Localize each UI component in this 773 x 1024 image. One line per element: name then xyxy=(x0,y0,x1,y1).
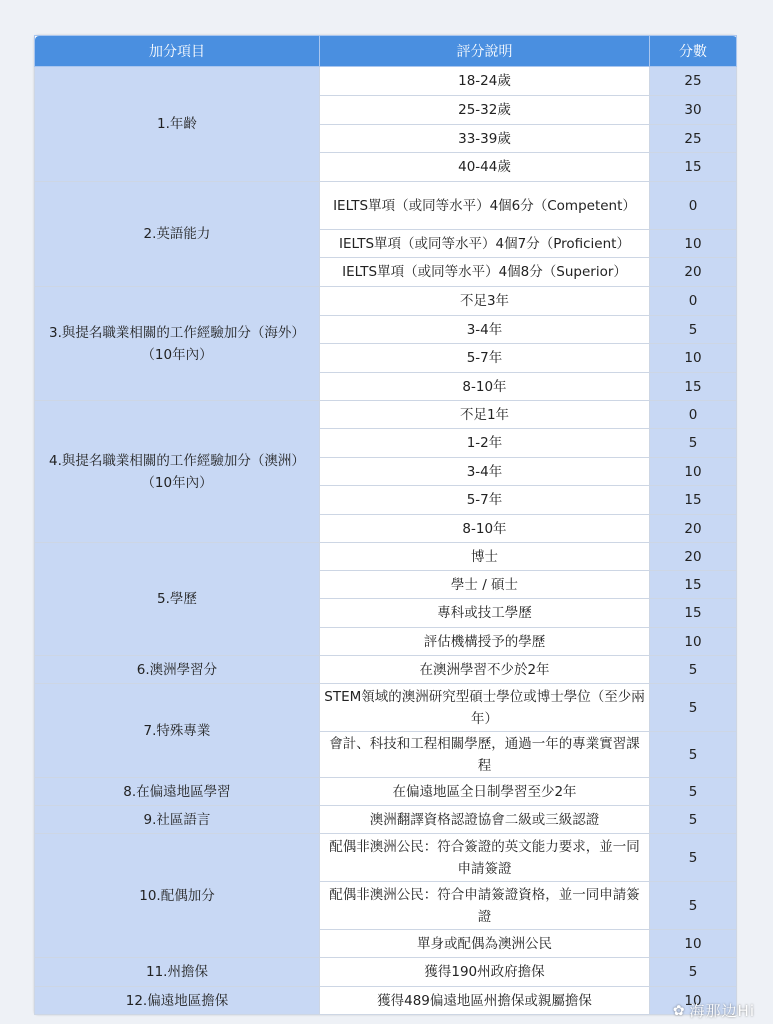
description-cell: 博士 xyxy=(320,543,650,571)
score-cell: 0 xyxy=(650,287,737,316)
description-cell: 配偶非澳洲公民：符合簽證的英文能力要求，並一同申請簽證 xyxy=(320,834,650,882)
score-cell: 0 xyxy=(650,401,737,429)
table-row xyxy=(35,182,737,230)
description-cell: 專科或技工學歷 xyxy=(320,599,650,628)
description-cell: 40-44歲 xyxy=(320,153,650,182)
table-row xyxy=(35,401,737,429)
score-cell: 15 xyxy=(650,153,737,182)
description-cell: 3-4年 xyxy=(320,458,650,486)
score-cell: 10 xyxy=(650,230,737,258)
category-cell: 10.配偶加分 xyxy=(35,834,320,958)
score-cell: 20 xyxy=(650,515,737,543)
score-cell: 5 xyxy=(650,778,737,806)
description-cell: 5-7年 xyxy=(320,344,650,373)
score-cell: 15 xyxy=(650,599,737,628)
wechat-logo-icon: ✿ xyxy=(672,1002,686,1019)
header-description: 評分說明 xyxy=(320,36,650,67)
score-cell: 5 xyxy=(650,834,737,882)
description-cell: 配偶非澳洲公民：符合申請簽證資格，並一同申請簽證 xyxy=(320,882,650,930)
description-cell: 獲得489偏遠地區州擔保或親屬擔保 xyxy=(320,987,650,1015)
table-row xyxy=(35,987,737,1015)
watermark xyxy=(673,1000,755,1021)
description-cell: 1-2年 xyxy=(320,429,650,458)
watermark-text: 海那边Hi xyxy=(689,1002,755,1020)
table-row xyxy=(35,958,737,987)
description-cell: 單身或配偶為澳洲公民 xyxy=(320,930,650,958)
description-cell: 25-32歲 xyxy=(320,96,650,125)
description-cell: 評估機構授予的學歷 xyxy=(320,628,650,656)
header-score: 分數 xyxy=(650,36,737,67)
table-row xyxy=(35,778,737,806)
description-cell: 會計、科技和工程相關學歷，通過一年的專業實習課程 xyxy=(320,732,650,778)
description-cell: IELTS單項（或同等水平）4個7分（Proficient） xyxy=(320,230,650,258)
score-cell: 25 xyxy=(650,125,737,153)
score-cell: 15 xyxy=(650,486,737,515)
description-cell: 獲得190州政府擔保 xyxy=(320,958,650,987)
score-cell: 25 xyxy=(650,67,737,96)
category-cell: 9.社區語言 xyxy=(35,806,320,834)
category-cell: 5.學歷 xyxy=(35,543,320,656)
score-cell: 20 xyxy=(650,543,737,571)
category-cell: 3.與提名職業相關的工作經驗加分（海外）（10年內） xyxy=(35,287,320,401)
category-cell: 6.澳洲學習分 xyxy=(35,656,320,684)
category-cell: 7.特殊專業 xyxy=(35,684,320,778)
score-cell: 10 xyxy=(650,987,737,1015)
score-cell: 30 xyxy=(650,96,737,125)
table-row xyxy=(35,684,737,732)
description-cell: STEM領域的澳洲研究型碩士學位或博士學位（至少兩年） xyxy=(320,684,650,732)
score-cell: 10 xyxy=(650,628,737,656)
description-cell: 澳洲翻譯資格認證協會二級或三級認證 xyxy=(320,806,650,834)
table-row xyxy=(35,656,737,684)
score-cell: 5 xyxy=(650,316,737,344)
score-cell: 20 xyxy=(650,258,737,287)
description-cell: IELTS單項（或同等水平）4個6分（Competent） xyxy=(320,182,650,230)
category-cell: 8.在偏遠地區學習 xyxy=(35,778,320,806)
score-cell: 15 xyxy=(650,571,737,599)
table-row xyxy=(35,287,737,316)
points-table xyxy=(34,35,737,1015)
score-cell: 5 xyxy=(650,429,737,458)
score-cell: 5 xyxy=(650,882,737,930)
category-cell: 4.與提名職業相關的工作經驗加分（澳洲）（10年內） xyxy=(35,401,320,543)
category-cell: 2.英語能力 xyxy=(35,182,320,287)
description-cell: 5-7年 xyxy=(320,486,650,515)
score-cell: 15 xyxy=(650,373,737,401)
score-cell: 5 xyxy=(650,684,737,732)
table-row xyxy=(35,806,737,834)
header-category: 加分項目 xyxy=(35,36,320,67)
description-cell: 8-10年 xyxy=(320,515,650,543)
description-cell: 8-10年 xyxy=(320,373,650,401)
description-cell: 18-24歲 xyxy=(320,67,650,96)
score-cell: 5 xyxy=(650,656,737,684)
description-cell: 學士 / 碩士 xyxy=(320,571,650,599)
table-header-row xyxy=(35,36,737,67)
description-cell: 在偏遠地區全日制學習至少2年 xyxy=(320,778,650,806)
table-row xyxy=(35,543,737,571)
score-cell: 5 xyxy=(650,958,737,987)
points-table-card xyxy=(34,35,736,1015)
description-cell: 3-4年 xyxy=(320,316,650,344)
description-cell: IELTS單項（或同等水平）4個8分（Superior） xyxy=(320,258,650,287)
score-cell: 5 xyxy=(650,806,737,834)
description-cell: 33-39歲 xyxy=(320,125,650,153)
description-cell: 在澳洲學習不少於2年 xyxy=(320,656,650,684)
score-cell: 10 xyxy=(650,344,737,373)
score-cell: 10 xyxy=(650,458,737,486)
category-cell: 1.年齡 xyxy=(35,67,320,182)
score-cell: 0 xyxy=(650,182,737,230)
score-cell: 5 xyxy=(650,732,737,778)
category-cell: 12.偏遠地區擔保 xyxy=(35,987,320,1015)
category-cell: 11.州擔保 xyxy=(35,958,320,987)
score-cell: 10 xyxy=(650,930,737,958)
description-cell: 不足1年 xyxy=(320,401,650,429)
table-row xyxy=(35,67,737,96)
table-row xyxy=(35,834,737,882)
description-cell: 不足3年 xyxy=(320,287,650,316)
table-body xyxy=(35,67,737,1015)
